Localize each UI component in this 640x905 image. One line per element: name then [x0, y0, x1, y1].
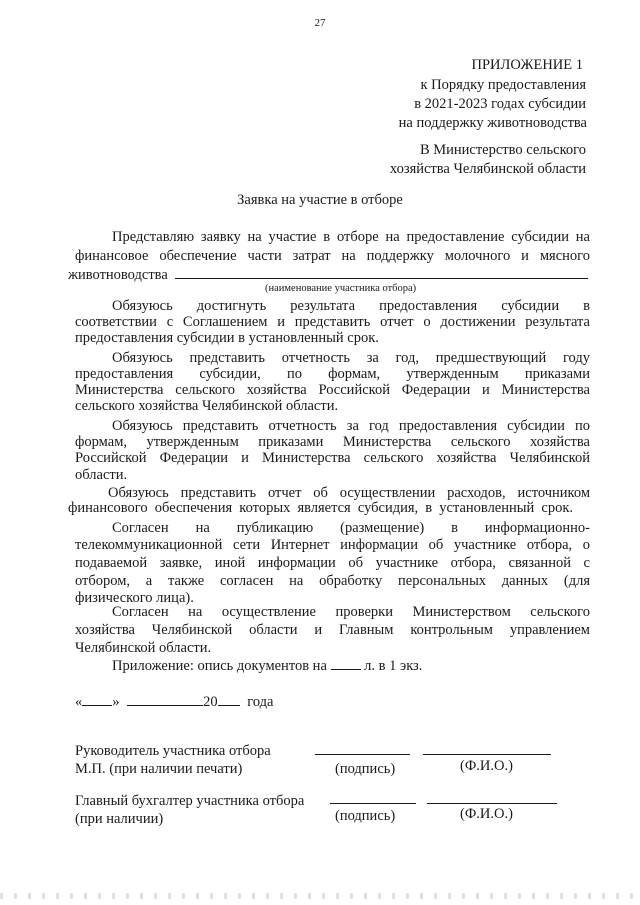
attachment-pages-field[interactable]	[331, 657, 361, 670]
paragraph-1-line-3	[68, 266, 588, 284]
paragraph-5-line-2: финансового обеспечения которых является субсидия, в установленный срок.	[68, 500, 573, 516]
year-field[interactable]	[218, 693, 240, 706]
accountant-name-caption: (Ф.И.О.)	[460, 806, 513, 822]
close-quote: »	[112, 694, 120, 710]
head-signature-field[interactable]	[315, 742, 410, 755]
year-word: года	[247, 694, 274, 710]
addressee-line-2: хозяйства Челябинской области	[389, 161, 586, 177]
attachment-text: Приложение: опись документов на	[112, 658, 327, 674]
paragraph-6-line-5: физического лица).	[75, 590, 194, 606]
paragraph-4-line-3: Российской Федерации и Министерства сельского хозяйства Челябинской	[75, 450, 590, 466]
paragraph-1-line-2: финансовое обеспечение части затрат на поддержку молочного и мясного	[75, 248, 590, 264]
paragraph-3-line-1: Обязуюсь представить отчетность за год, предшествующий году	[112, 350, 590, 366]
paragraph-1-line-1: Представляю заявку на участие в отборе на предоставление субсидии на	[112, 229, 590, 245]
paragraph-2-line-2: соответствии с Соглашением и представить отчет о достижении результата	[75, 314, 590, 330]
participant-name-caption: (наименование участника отбора)	[265, 283, 417, 294]
seal-label: М.П. (при наличии печати)	[75, 761, 243, 777]
paragraph-4-line-2: формам, утвержденным приказами Министерства сельского хозяйства	[75, 434, 590, 450]
paragraph-7-line-3: Челябинской области.	[75, 640, 212, 656]
month-field[interactable]	[127, 693, 203, 706]
appendix-line-3: в 2021-2023 годах субсидии	[414, 96, 586, 112]
paragraph-5-line-1: Обязуюсь представить отчет об осуществлении расходов, источником	[108, 485, 590, 501]
scan-edge-artifact	[0, 893, 640, 899]
head-label: Руководитель участника отбора	[75, 743, 271, 759]
accountant-note: (при наличии)	[75, 811, 164, 827]
page-number: 27	[314, 17, 326, 29]
open-quote: «	[75, 694, 83, 710]
attachment-line	[112, 657, 422, 675]
paragraph-4-line-1: Обязуюсь представить отчетность за год предоставления субсидии по	[112, 418, 590, 434]
accountant-signature-field[interactable]	[330, 791, 416, 804]
paragraph-1-last: животноводства	[68, 267, 168, 283]
document-title: Заявка на участие в отборе	[237, 192, 403, 208]
paragraph-6-line-1: Согласен на публикацию (размещение) в информационно-	[112, 520, 590, 536]
paragraph-2-line-3: предоставления субсидии в установленный срок.	[75, 330, 379, 346]
paragraph-7-line-2: хозяйства Челябинской области и Главным контрольным управлением	[75, 622, 590, 638]
paragraph-3-line-2: предоставления субсидии, по формам, утвержденным приказами	[75, 366, 590, 382]
addressee-line-1: В Министерство сельского	[419, 142, 586, 158]
head-name-field[interactable]	[423, 742, 551, 755]
participant-name-field[interactable]	[175, 266, 588, 279]
accountant-signature-caption: (подпись)	[335, 808, 396, 824]
appendix-line-4: на поддержку животноводства	[398, 115, 587, 131]
paragraph-2-line-1: Обязуюсь достигнуть результата предоставления субсидии в	[112, 298, 590, 314]
paragraph-3-line-3: Министерства сельского хозяйства Российской Федерации и Министерства	[75, 382, 590, 398]
head-name-caption: (Ф.И.О.)	[460, 758, 513, 774]
year-prefix: 20	[203, 694, 218, 710]
paragraph-3-line-4: сельского хозяйства Челябинской области.	[75, 398, 339, 414]
attachment-copies-text: л. в 1 экз.	[364, 658, 423, 674]
paragraph-6-line-4: отбором, а также согласен на обработку персональных данных (для	[75, 573, 590, 589]
paragraph-6-line-2: телекоммуникационной сети Интернет информации об участнике отбора, о	[75, 537, 590, 553]
paragraph-6-line-3: подаваемой заявке, иной информации об участнике отбора, связанной с	[75, 555, 590, 571]
paragraph-4-line-4: области.	[75, 467, 128, 483]
head-signature-caption: (подпись)	[335, 761, 396, 777]
accountant-label: Главный бухгалтер участника отбора	[75, 793, 305, 809]
paragraph-7-line-1: Согласен на осуществление проверки Министерством сельского	[112, 604, 590, 620]
day-field[interactable]	[82, 693, 112, 706]
appendix-line-2: к Порядку предоставления	[420, 77, 586, 93]
accountant-name-field[interactable]	[427, 791, 557, 804]
appendix-heading: ПРИЛОЖЕНИЕ 1	[471, 57, 583, 73]
date-line	[75, 693, 273, 711]
